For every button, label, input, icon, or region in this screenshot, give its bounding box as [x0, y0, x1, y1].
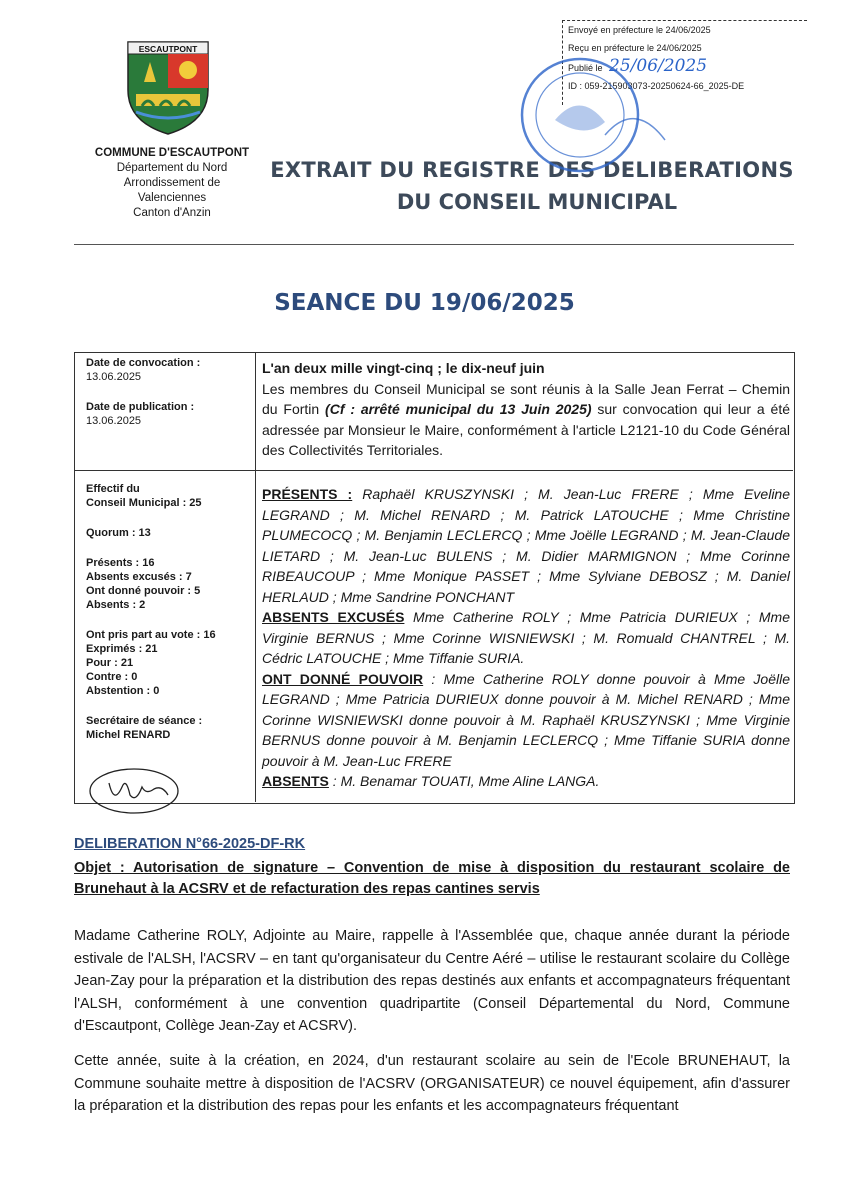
absents-label: ABSENTS [262, 773, 329, 789]
absents-text: : M. Benamar TOUATI, Mme Aline LANGA. [328, 773, 600, 789]
stamp-received: Reçu en préfecture le 24/06/2025 [568, 43, 702, 53]
quorum: Quorum : 13 [86, 527, 151, 539]
secretary-signature [84, 765, 194, 817]
vote-summary [86, 482, 251, 742]
presents-text: Raphaël KRUSZYNSKI ; M. Jean-Luc FRERE ; Mme Eveline LEGRAND ; M. Michel RENARD ; M. Patrick LATOUCHE ; Mme Christine PLUMECOCQ ; M. Benjamin LECLERCQ ; Mme Joëlle LEGRAND ; M. Jean-Claude LIETARD ; M. Jean-Luc BULENS ; M. Didier MARMIGNON ; Mme Corinne RIBEAUCOUP ; Mme Monique PASSET ; Mme Sylviane DEBOSZ ; M. Daniel HERLAUD ; Mme Sandrine PONCHANT [262, 486, 790, 605]
commune-department: Département du Nord [116, 162, 228, 174]
commune-crest [122, 32, 214, 136]
commune-arrondissement: Arrondissement de [123, 177, 221, 189]
convocation-label: Date de convocation : [86, 357, 201, 369]
deliberation-objet [74, 858, 790, 900]
objet-label: Objet [74, 860, 112, 876]
exprimes-count: Exprimés : 21 [86, 643, 158, 655]
secretaire-name: Michel RENARD [86, 729, 171, 741]
deliberation-paragraph-1: Madame Catherine ROLY, Adjointe au Maire, rappelle à l'Assemblée que, chaque année durant la période estivale de l'ALSH, l'ACSRV – en tant qu'organisateur du Centre Aéré – utilise le restaurant scolaire du Collège Jean-Zay pour la préparation et la distribution des repas destinés aux enfants et accompagnateurs fréquentant l'ALSH, conformément à une convention quadripartite (Conseil Départemental du Nord, Commune d'Escautpont, Collège Jean-Zay et ACSRV). [74, 928, 790, 1034]
stamp-published-label: Publié le [568, 63, 603, 73]
seance-date: SEANCE DU 19/06/2025 [274, 290, 575, 316]
contre-count: Contre : 0 [86, 671, 138, 683]
deliberation-number: DELIBERATION N°66-2025-DF-RK [74, 836, 306, 852]
commune-block [62, 146, 282, 221]
title-line-1: EXTRAIT DU REGISTRE DES DELIBERATIONS [270, 158, 794, 182]
deliberation-paragraph-2: Cette année, suite à la création, en 2024, d'un restaurant scolaire au sein de l'Ecole BRUNEHAUT, la Commune souhaite mettre à disposition de l'ACSRV (ORGANISATEUR) ce nouvel équipement, afin d'assurer la préparation et la distribution des repas pour les enfants et les accompagnateurs fréquentant [74, 1053, 790, 1114]
abstention-count: Abstention : 0 [86, 685, 160, 697]
objet-text: : Autorisation de signature – Convention de mise à disposition du restaurant scolaire de Brunehaut à la ACSRV et de refacturation des repas cantines servis [74, 860, 790, 897]
meeting-text-italic: (Cf : arrêté municipal du 13 Juin 2025) [325, 401, 592, 417]
crest-label: ESCAUTPONT [138, 44, 198, 54]
table-column-divider [255, 352, 256, 802]
pouvoir-label: ONT DONNÉ POUVOIR [262, 670, 424, 687]
absents-excuses-count: Absents excusés : 7 [86, 571, 192, 583]
pouvoir-count: Ont donné pouvoir : 5 [86, 585, 201, 597]
header-divider [74, 244, 794, 245]
stamp-id: ID : 059-215903073-20250624-66_2025-DE [568, 81, 745, 91]
presents-label: PRÉSENTS : [262, 486, 353, 502]
presents-count: Présents : 16 [86, 557, 155, 569]
meeting-text-b: sur convocation qui leur a été adressée par Monsieur le Maire, conformément à l'article L2121-10 du Code Général des Collectivités Territoriales. [262, 401, 790, 458]
table-row-divider [74, 470, 793, 471]
vote-count: Ont pris part au vote : 16 [86, 629, 216, 641]
excuses-label: ABSENTS EXCUSÉS [262, 609, 405, 625]
meeting-text-a: Les membres du Conseil Municipal se sont réunis à la Salle Jean Ferrat – Chemin du Fortin [262, 380, 790, 417]
meeting-details [262, 358, 790, 461]
publication-date: 13.06.2025 [86, 415, 142, 427]
commune-canton: Canton d'Anzin [133, 207, 211, 219]
pouvoir-paragraph [262, 669, 790, 772]
effectif-label: Effectif du [86, 483, 140, 495]
commune-city: Valenciennes [137, 192, 207, 204]
meeting-date-line: L'an deux mille vingt-cinq ; le dix-neuf juin [262, 360, 545, 376]
effectif-value: Conseil Municipal : 25 [86, 497, 202, 509]
absents-paragraph [262, 771, 790, 792]
pouvoir-text: : Mme Catherine ROLY donne pouvoir à Mme Joëlle LEGRAND ; Mme Patricia DURIEUX donne pouvoir à M. Michel RENARD ; Mme Corinne WISNIEWSKI donne pouvoir à M. Raphaël KRUSZYNSKI ; Mme Virginie BERNUS donne pouvoir à M. Benjamin LECLERCQ ; Mme Tiffanie SURIA donne pouvoir à M. Jean-Luc FRERE [262, 670, 790, 769]
mairie-round-stamp [505, 40, 675, 180]
absents-count: Absents : 2 [86, 599, 146, 611]
stamp-published-handwritten: 25/06/2025 [609, 56, 708, 76]
attendance-list [262, 484, 790, 792]
title-line-2: DU CONSEIL MUNICIPAL [396, 190, 678, 214]
convocation-date: 13.06.2025 [86, 371, 142, 383]
meeting-text [262, 379, 790, 461]
pour-count: Pour : 21 [86, 657, 134, 669]
excuses-text: Mme Catherine ROLY ; Mme Patricia DURIEUX ; Mme Virginie BERNUS ; Mme Corinne WISNIEWSKI ; M. Romuald CHANTREL ; M. Cédric LATOUCHE ; Mme Tiffanie SURIA. [262, 609, 790, 666]
stamp-sent: Envoyé en préfecture le 24/06/2025 [568, 25, 711, 35]
publication-label: Date de publication : [86, 401, 195, 413]
presents-paragraph [262, 484, 790, 607]
excuses-paragraph [262, 607, 790, 669]
convocation-dates [86, 356, 251, 428]
commune-name: COMMUNE D'ESCAUTPONT [94, 147, 250, 159]
secretaire-label: Secrétaire de séance : [86, 715, 203, 727]
